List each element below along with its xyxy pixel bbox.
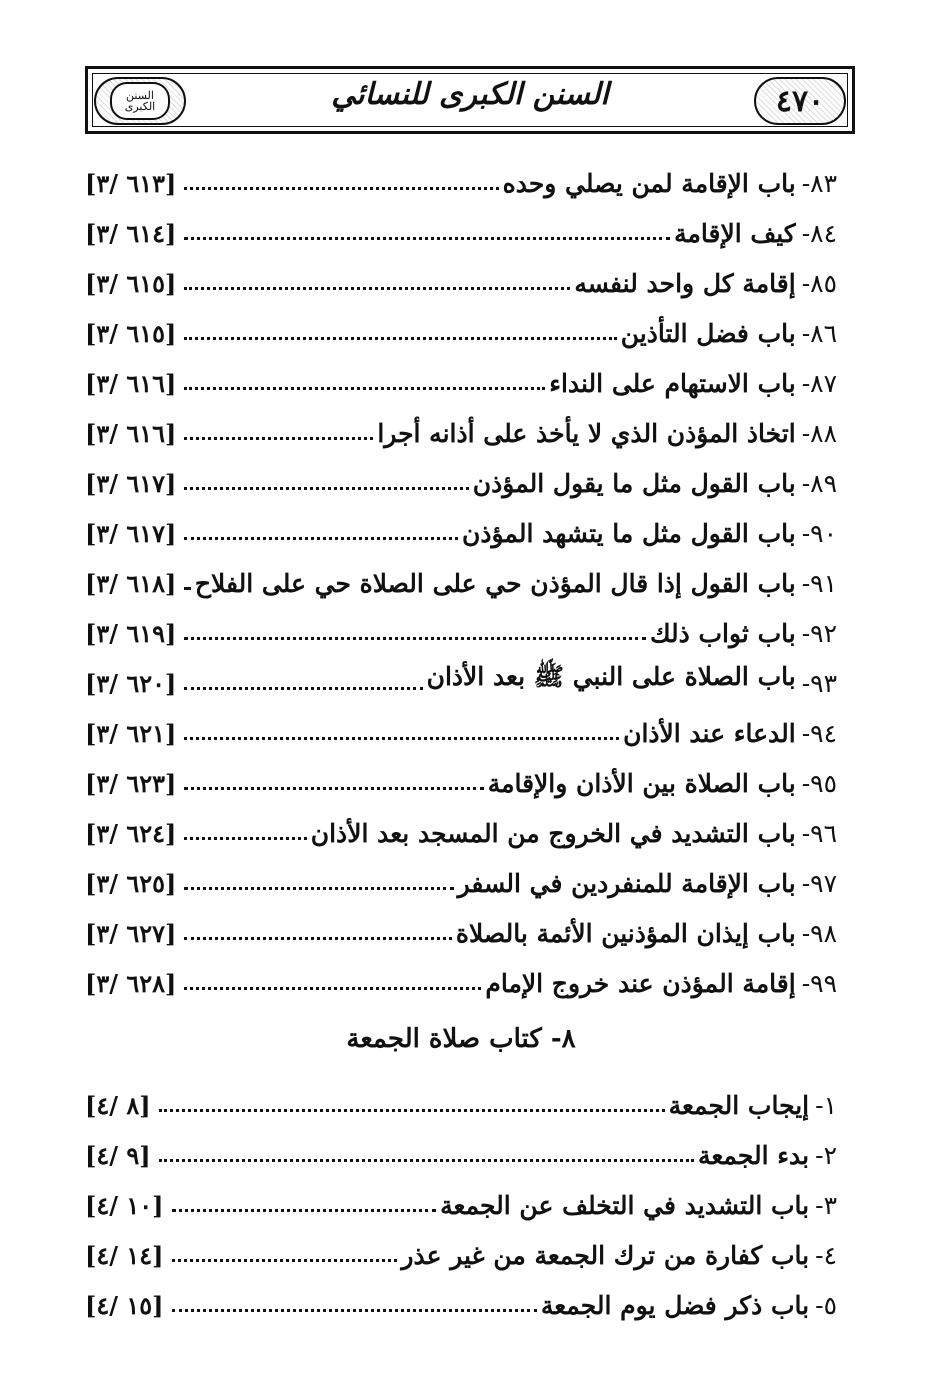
entry-reference: [٦١٧ /٣] — [85, 469, 177, 498]
toc-row — [85, 1230, 837, 1270]
entry-reference: [٦٢٤ /٣] — [85, 819, 177, 848]
entry-reference: [٨ /٤] — [85, 1091, 151, 1120]
leader-dots — [184, 387, 545, 390]
leader-dots — [184, 187, 498, 190]
toc-row — [85, 258, 837, 298]
entry-title: باب القول مثل ما يقول المؤذن — [472, 469, 796, 498]
entry-number: ٨٤- — [801, 219, 837, 248]
leader-dots — [184, 937, 452, 940]
entry-reference: [١٤ /٤] — [85, 1241, 164, 1270]
entry-title: بدء الجمعة — [697, 1141, 810, 1170]
toc-row — [85, 308, 837, 348]
toc-row — [85, 808, 837, 848]
leader-dots — [184, 687, 422, 690]
entry-number: ٩٩- — [801, 969, 837, 998]
entry-title: باب فضل التأذين — [620, 319, 796, 348]
entry-reference: [٦١٤ /٣] — [85, 219, 177, 248]
leader-dots — [184, 487, 468, 490]
entry-reference: [٦١٩ /٣] — [85, 619, 177, 648]
entry-title: كيف الإقامة — [674, 219, 796, 248]
entry-number: ٥- — [815, 1291, 837, 1320]
entry-reference: [٦١٨ /٣] — [85, 569, 177, 598]
toc-row — [85, 758, 837, 798]
entry-reference: [١٠ /٤] — [85, 1191, 164, 1220]
leader-dots — [184, 837, 306, 840]
toc-row — [85, 708, 837, 748]
toc-row — [85, 1280, 837, 1320]
section-heading: ٨- كتاب صلاة الجمعة — [346, 1024, 576, 1054]
toc-row — [85, 408, 837, 448]
toc-row — [85, 958, 837, 998]
entry-number: ٤- — [815, 1241, 837, 1270]
entry-number: ٩٥- — [801, 769, 837, 798]
entry-title: باب الصلاة على النبي ﷺ بعد الأذان — [426, 662, 796, 691]
entry-number: ٩٢- — [801, 619, 837, 648]
entry-reference: [٦٢٠ /٣] — [85, 669, 177, 698]
entry-reference: [٦١٧ /٣] — [85, 519, 177, 548]
page-header — [85, 66, 855, 134]
entry-number: ٩٠- — [801, 519, 837, 548]
entry-number: ٩٨- — [801, 919, 837, 948]
toc-row — [85, 558, 837, 598]
toc-row — [85, 908, 837, 948]
entry-reference: [٦٢٧ /٣] — [85, 919, 177, 948]
entry-number: ٢- — [815, 1141, 837, 1170]
leader-dots — [184, 537, 458, 540]
entry-title: إقامة المؤذن عند خروج الإمام — [485, 969, 796, 998]
leader-dots — [184, 237, 670, 240]
entry-reference: [٦١٦ /٣] — [85, 419, 177, 448]
entry-title: باب التشديد في الخروج من المسجد بعد الأذان — [310, 819, 796, 848]
toc-row — [85, 158, 837, 198]
entry-number: ٨٩- — [801, 469, 837, 498]
entry-title: باب ذكر فضل يوم الجمعة — [540, 1291, 810, 1320]
entry-reference: [٦١٦ /٣] — [85, 369, 177, 398]
entry-number: ٨٨- — [801, 419, 837, 448]
entry-reference: [٦١٣ /٣] — [85, 169, 177, 198]
leader-dots — [172, 1309, 537, 1312]
entry-number: ٩٧- — [801, 869, 837, 898]
entry-title: باب إيذان المؤذنين الأئمة بالصلاة — [455, 919, 796, 948]
entry-title: الدعاء عند الأذان — [623, 719, 796, 748]
entry-reference: [٦١٥ /٣] — [85, 319, 177, 348]
entry-number: ٨٧- — [801, 369, 837, 398]
entry-title: باب الإقامة للمنفردين في السفر — [457, 869, 796, 898]
leader-dots — [184, 887, 453, 890]
entry-number: ٩٦- — [801, 819, 837, 848]
leader-dots — [184, 737, 619, 740]
book-seal-ornament-icon — [94, 77, 186, 125]
leader-dots — [184, 987, 481, 990]
entry-title: باب القول إذا قال المؤذن حي على الصلاة حي على الفلاح — [194, 569, 796, 598]
entry-title: باب كفارة من ترك الجمعة من غير عذر — [401, 1241, 810, 1270]
entry-reference: [٩ /٤] — [85, 1141, 151, 1170]
toc-row — [85, 858, 837, 898]
toc-row — [85, 358, 837, 398]
seal-text: السنن الكبرى — [110, 82, 170, 120]
toc-row — [85, 508, 837, 548]
page-number-ornament — [754, 77, 846, 125]
entry-number: ٨٦- — [801, 319, 837, 348]
leader-dots — [184, 337, 616, 340]
entry-number: ٩٤- — [801, 719, 837, 748]
leader-dots — [172, 1209, 437, 1212]
toc-row — [85, 458, 837, 498]
toc-row — [85, 1180, 837, 1220]
entry-title: باب الصلاة بين الأذان والإقامة — [487, 769, 796, 798]
entry-title: باب ثواب ذلك — [649, 619, 796, 648]
leader-dots — [172, 1259, 398, 1262]
entry-title: إقامة كل واحد لنفسه — [574, 269, 796, 298]
leader-dots — [159, 1159, 694, 1162]
entry-title: باب القول مثل ما يتشهد المؤذن — [462, 519, 796, 548]
toc-row — [85, 1130, 837, 1170]
leader-dots — [159, 1109, 665, 1112]
leader-dots — [184, 287, 570, 290]
entry-number: ٨٣- — [801, 169, 837, 198]
entry-reference: [١٥ /٤] — [85, 1291, 164, 1320]
toc-row — [85, 608, 837, 648]
entry-number: ١- — [815, 1091, 837, 1120]
entry-number: ٣- — [815, 1191, 837, 1220]
entry-reference: [٦٢١ /٣] — [85, 719, 177, 748]
entry-reference: [٦١٥ /٣] — [85, 269, 177, 298]
toc-row — [85, 1080, 837, 1120]
entry-title: اتخاذ المؤذن الذي لا يأخذ على أذانه أجرا — [377, 419, 796, 448]
leader-dots — [184, 787, 483, 790]
entry-number: ٨٥- — [801, 269, 837, 298]
entry-number: ٩٣- — [801, 669, 837, 698]
toc-row — [85, 658, 837, 698]
page-number: ٤٧٠ — [775, 83, 825, 119]
leader-dots — [184, 587, 191, 590]
entry-title: باب الإقامة لمن يصلي وحده — [502, 169, 796, 198]
entry-reference: [٦٢٣ /٣] — [85, 769, 177, 798]
running-title: السنن الكبرى للنسائي — [331, 77, 609, 112]
entry-title: إيجاب الجمعة — [668, 1091, 810, 1120]
leader-dots — [184, 637, 646, 640]
toc-row — [85, 208, 837, 248]
entry-reference: [٦٢٨ /٣] — [85, 969, 177, 998]
leader-dots — [184, 437, 373, 440]
entry-reference: [٦٢٥ /٣] — [85, 869, 177, 898]
entry-title: باب التشديد في التخلف عن الجمعة — [440, 1191, 810, 1220]
entry-number: ٩١- — [801, 569, 837, 598]
entry-title: باب الاستهام على النداء — [549, 369, 796, 398]
